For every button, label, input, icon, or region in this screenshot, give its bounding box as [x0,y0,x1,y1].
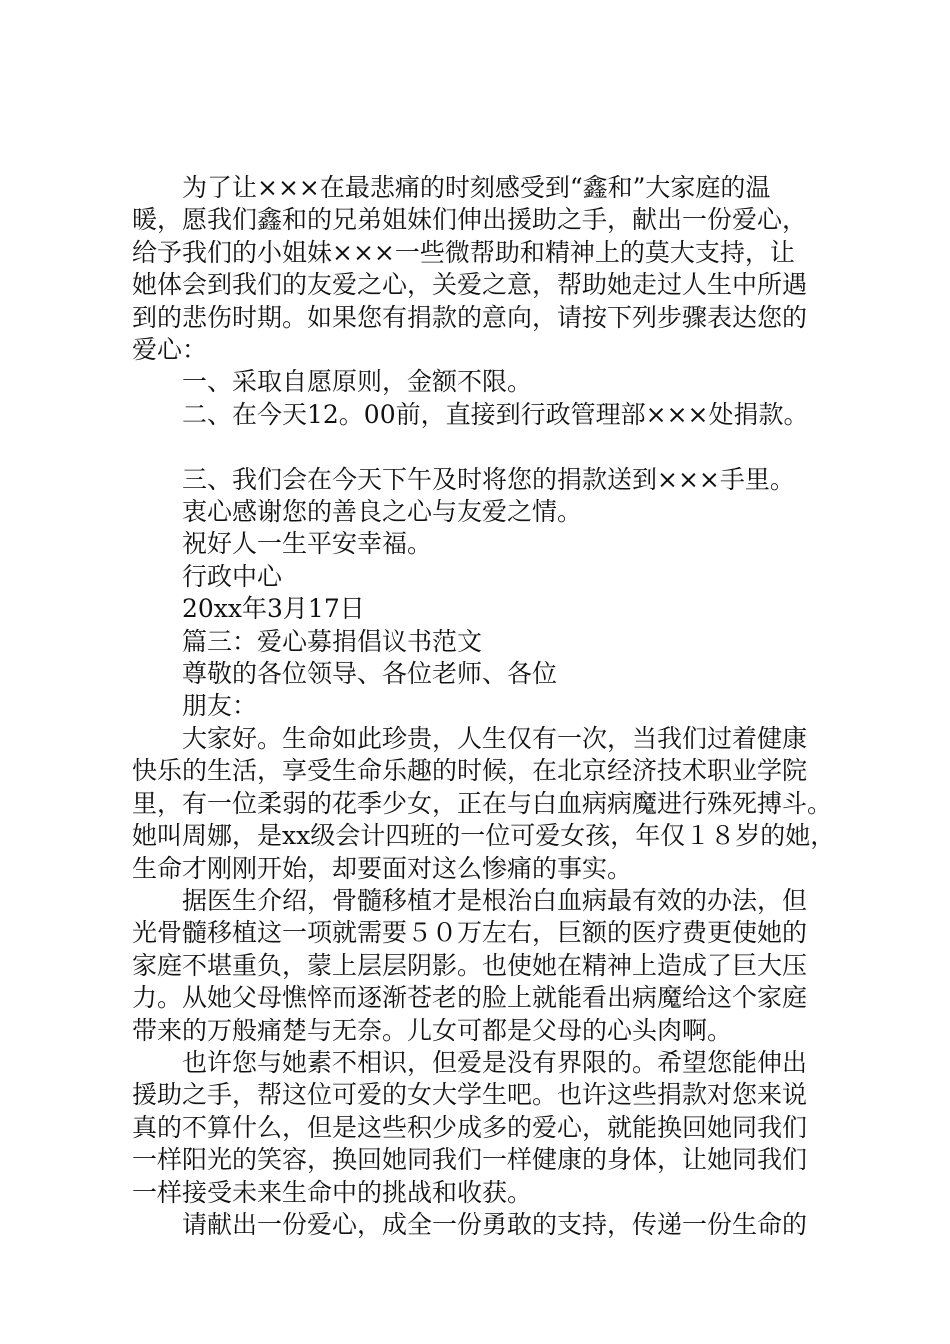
signature-date [132,593,842,625]
text-line: 衷心感谢您的善良之心与友爱之情。 [182,497,583,527]
text-line: 尊敬的各位领导、各位老师、各位 [182,659,558,689]
signature-org [132,561,842,593]
text-line: 光骨髓移植这一项就需要５０万左右，巨额的医疗费更使她的 [132,918,808,948]
text-line: 三、我们会在今天下午及时将您的捐款送到×××手里。 [182,464,795,494]
text-line: 爱心： [132,335,208,365]
text-line: 一样阳光的笑容，换回她同我们一样健康的身体，让她同我们 [132,1145,808,1175]
text-line: 大家好。生命如此珍贵，人生仅有一次，当我们过着健康 [182,723,808,753]
blank-line [132,431,842,463]
text-line: 为了让×××在最悲痛的时刻感受到“鑫和”大家庭的温 [182,173,771,202]
paragraph-story-1 [132,723,842,885]
text-line: 援助之手，帮这位可爱的女大学生吧。也许这些捐款对您来说 [132,1080,808,1110]
text-line: 里，有一位柔弱的花季少女，正在与白血病病魔进行殊死搏斗。 [132,788,833,818]
text-line: 祝好人一生平安幸福。 [182,529,433,559]
text-line: 一样接受未来生命中的挑战和收获。 [132,1177,533,1207]
text-line: 请献出一份爱心，成全一份勇敢的支持，传递一份生命的 [182,1209,808,1239]
text-line: 朋友： [182,691,258,721]
text-line: 也许您与她素不相识，但爱是没有界限的。希望您能伸出 [182,1047,808,1077]
text-line: 真的不算什么，但是这些积少成多的爱心，就能换回她同我们 [132,1112,808,1142]
text-line: 生命才刚刚开始，却要面对这么惨痛的事实。 [132,853,633,883]
document-body [132,172,842,1241]
section-title [132,626,842,658]
paragraph-intro [132,172,842,366]
paragraph-story-2 [132,885,842,1047]
paragraph-story-3 [132,1047,842,1209]
text-line: 行政中心 [182,561,283,591]
text-line: 20xx年3月17日 [182,594,365,624]
text-line: 暖，愿我们鑫和的兄弟姐妹们伸出援助之手，献出一份爱心， [132,205,808,235]
text-line: 据医生介绍，骨髓移植才是根治白血病最有效的办法，但 [182,885,808,915]
text-line: 到的悲伤时期。如果您有捐款的意向，请按下列步骤表达您的 [132,302,808,332]
text-line: 二、在今天12。00前，直接到行政管理部×××处捐款。 [182,399,809,429]
paragraph-wishes [132,528,842,560]
text-line: 快乐的生活，享受生命乐趣的时候，在北京经济技术职业学院 [132,756,808,786]
paragraph-appeal [132,1209,842,1241]
paragraph-thanks [132,496,842,528]
text-line: 家庭不堪重负，蒙上层层阴影。也使她在精神上造成了巨大压 [132,950,808,980]
text-line: 她叫周娜，是xx级会计四班的一位可爱女孩，年仅１８岁的她， [132,821,836,851]
paragraph-step-1 [132,366,842,398]
salutation-line-2 [132,690,842,722]
salutation-line-1 [132,658,842,690]
text-line: 篇三：爱心募捐倡议书范文 [182,626,483,656]
text-line: 带来的万般痛楚与无奈。儿女可都是父母的心头肉啊。 [132,1015,733,1045]
text-line: 力。从她父母憔悴而逐渐苍老的脸上就能看出病魔给这个家庭 [132,983,808,1013]
text-line: 给予我们的小姐妹×××一些微帮助和精神上的莫大支持，让 [132,237,795,267]
paragraph-step-3 [132,464,842,496]
text-line: 她体会到我们的友爱之心，关爱之意，帮助她走过人生中所遇 [132,270,808,300]
paragraph-step-2 [132,399,842,431]
text-line: 一、采取自愿原则，金额不限。 [182,367,533,397]
